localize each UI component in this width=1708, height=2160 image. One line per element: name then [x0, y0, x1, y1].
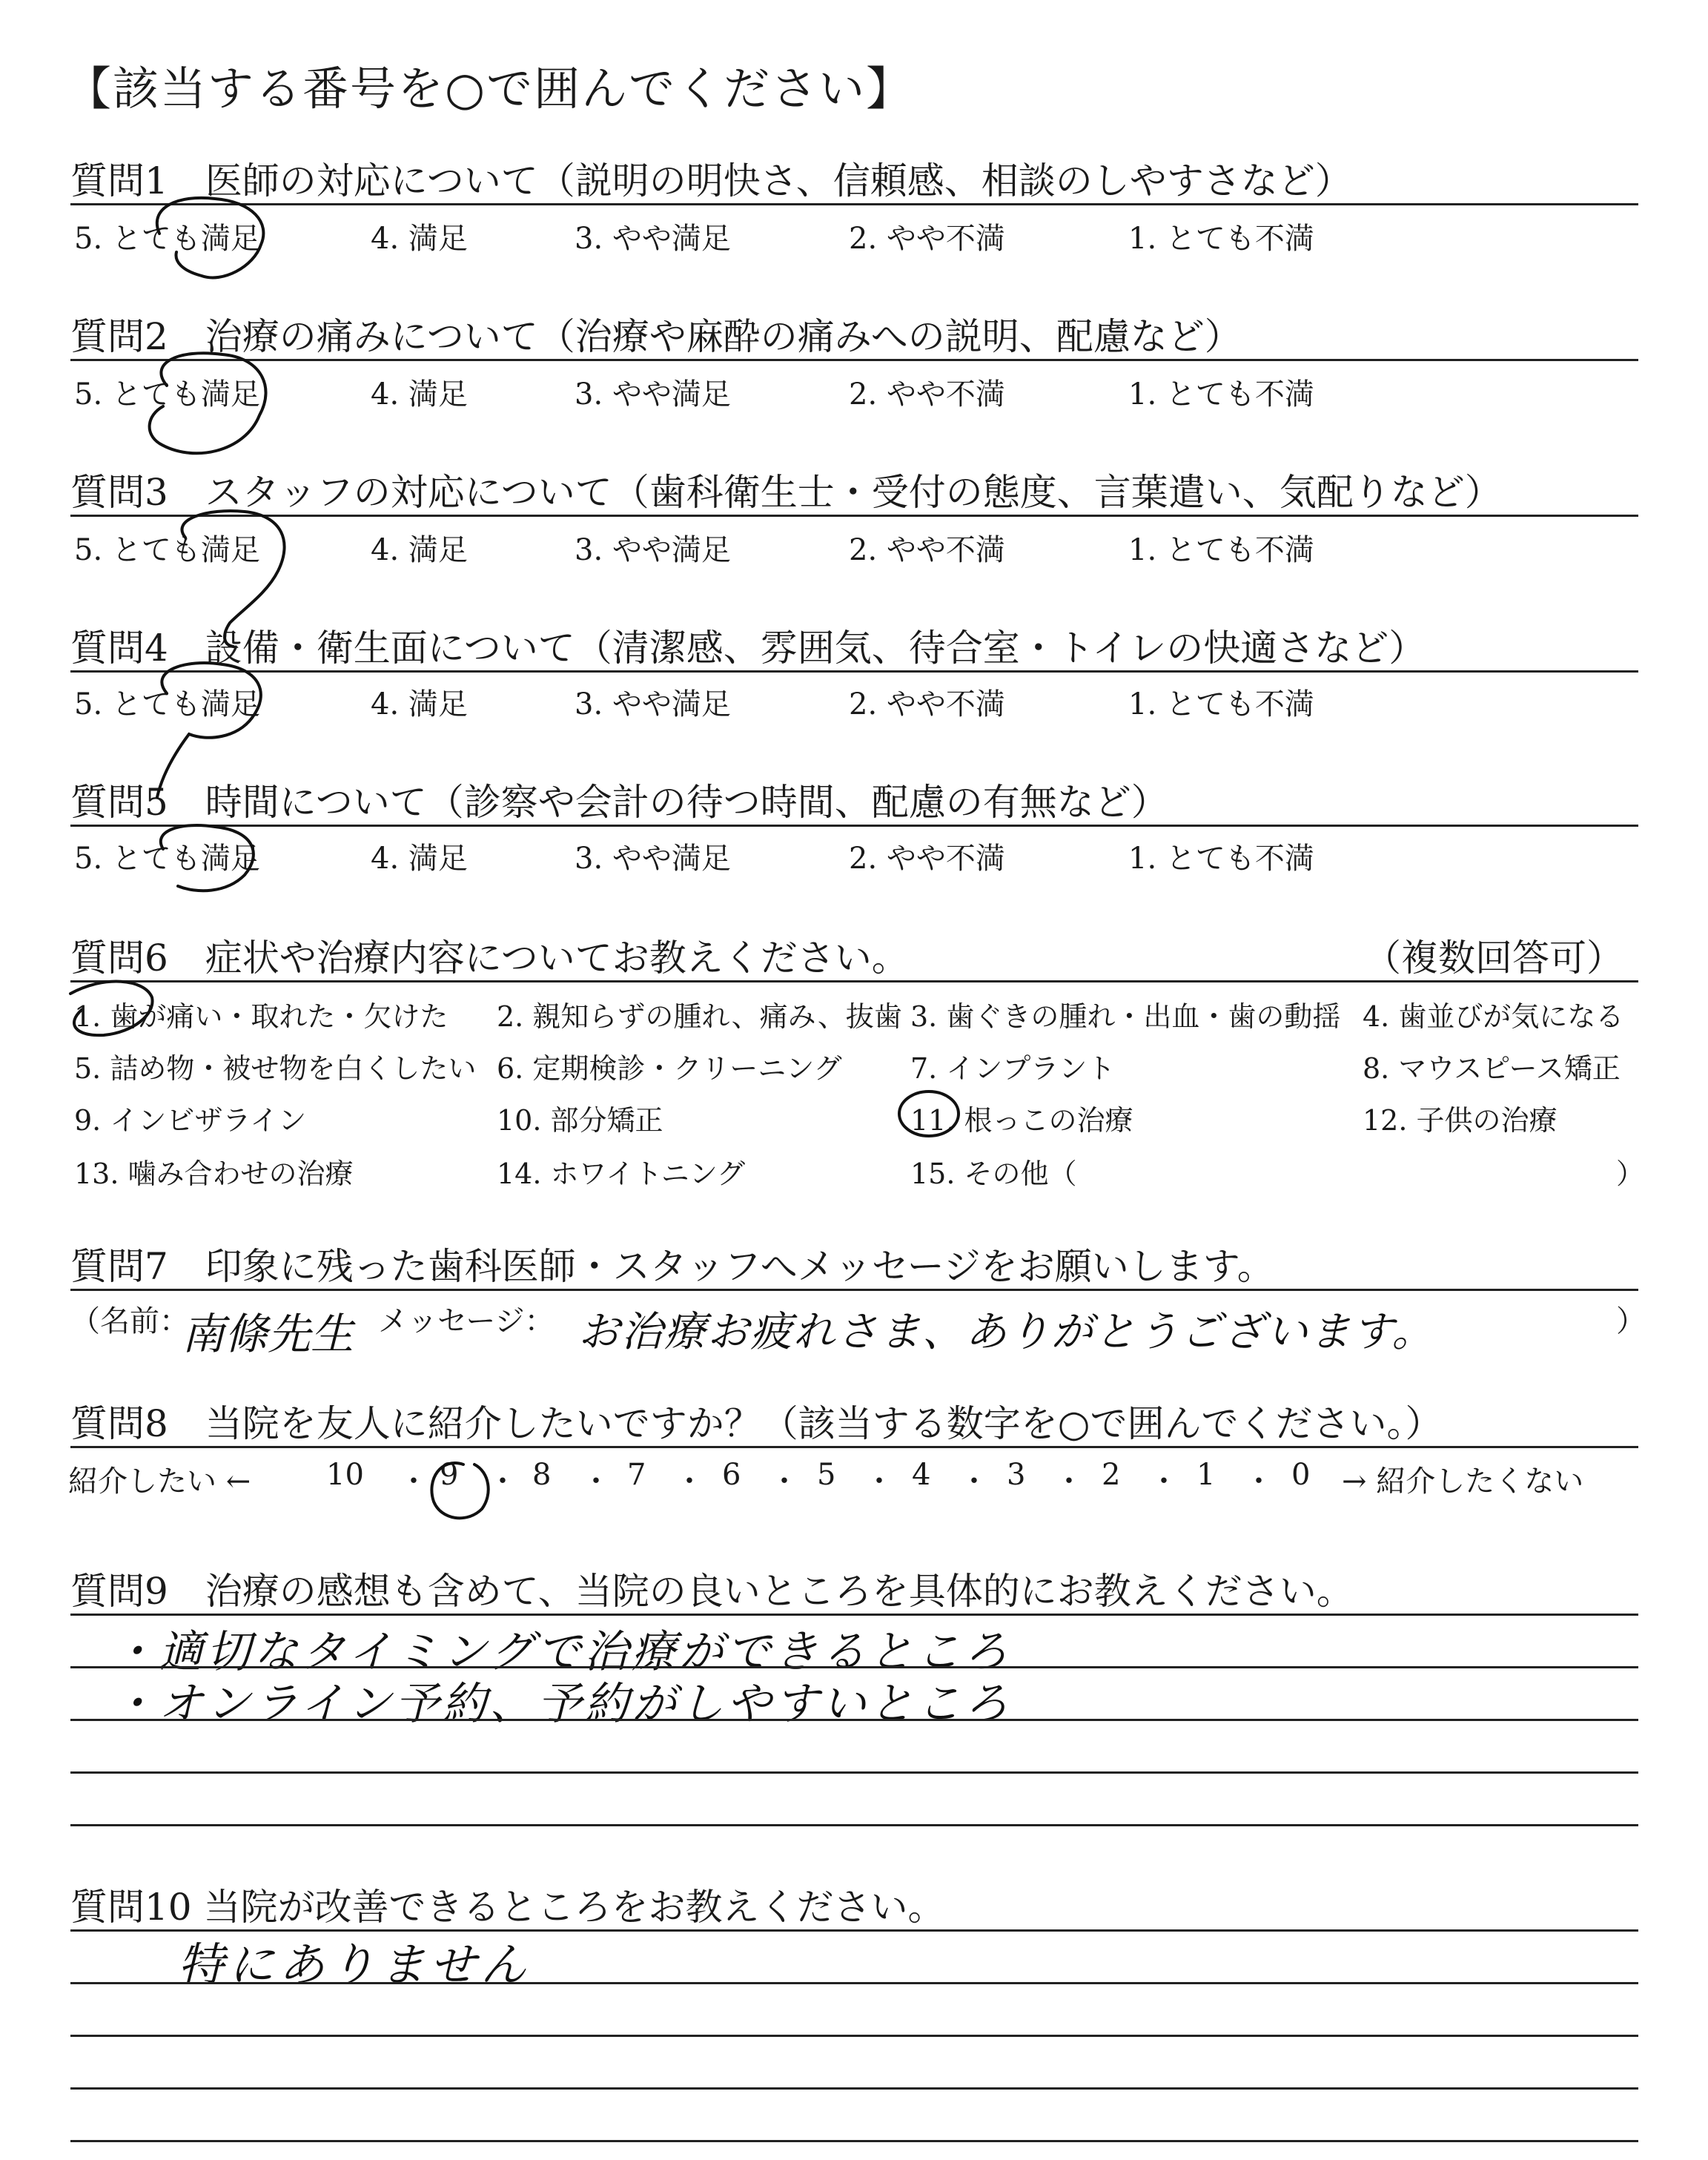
- question-4-rule: [70, 670, 1638, 673]
- q6-item-4[interactable]: 4. 歯並びが気になる: [1363, 1000, 1624, 1033]
- q10-answer-1[interactable]: 特にありません: [178, 1938, 532, 1992]
- q5-option-4[interactable]: 4. 満足: [371, 842, 468, 876]
- q7-name-value[interactable]: 南條先生: [182, 1309, 354, 1359]
- question-2-title: 質問2 治療の痛みについて（治療や麻酔の痛みへの説明、配慮など）: [70, 315, 1242, 358]
- q2-option-5[interactable]: 5. とても満足: [74, 377, 260, 412]
- q8-score-0[interactable]: 0: [1291, 1458, 1311, 1492]
- q9-answer-2[interactable]: ・オンライン予約、予約がしやすいところ: [111, 1678, 1012, 1730]
- q9-line-3: [70, 1719, 1638, 1721]
- q8-left-label: 紹介したい ←: [68, 1464, 251, 1499]
- q4-option-4[interactable]: 4. 満足: [371, 687, 468, 721]
- q6-item-11[interactable]: 11. 根っこの治療: [910, 1104, 1133, 1137]
- q8-score-2[interactable]: 2: [1102, 1458, 1121, 1492]
- q6-item-15-close: ）: [1616, 1157, 1645, 1190]
- q8-separator: ・: [399, 1464, 428, 1499]
- q1-option-4[interactable]: 4. 満足: [371, 222, 468, 256]
- question-3-rule: [70, 515, 1638, 517]
- q6-item-6[interactable]: 6. 定期検診・クリーニング: [497, 1052, 842, 1085]
- q7-message-value[interactable]: お治療お疲れさま、ありがとうございます。: [578, 1308, 1435, 1356]
- q8-separator: ・: [864, 1464, 894, 1499]
- q3-option-3[interactable]: 3. やや満足: [575, 533, 731, 567]
- q1-option-5[interactable]: 5. とても満足: [74, 222, 260, 256]
- q8-separator: ・: [581, 1464, 611, 1499]
- q8-separator: ・: [1054, 1464, 1084, 1499]
- q6-item-9[interactable]: 9. インビザライン: [74, 1104, 307, 1137]
- question-2-rule: [70, 359, 1638, 361]
- q8-separator: ・: [675, 1464, 704, 1499]
- question-4-title: 質問4 設備・衛生面について（清潔感、雰囲気、待合室・トイレの快適さなど）: [70, 627, 1426, 670]
- question-7-title: 質問7 印象に残った歯科医師・スタッフへメッセージをお願いします。: [70, 1245, 1274, 1288]
- q1-option-2[interactable]: 2. やや不満: [849, 222, 1005, 256]
- q8-separator: ・: [1244, 1464, 1274, 1499]
- q6-item-3[interactable]: 3. 歯ぐきの腫れ・出血・歯の動揺: [910, 1000, 1341, 1033]
- q1-option-1[interactable]: 1. とても不満: [1128, 222, 1314, 256]
- q8-score-7[interactable]: 7: [627, 1458, 646, 1492]
- q2-option-1[interactable]: 1. とても不満: [1128, 377, 1314, 412]
- q8-score-1[interactable]: 1: [1196, 1458, 1216, 1492]
- question-5-title: 質問5 時間について（診察や会計の待つ時間、配慮の有無など）: [70, 781, 1168, 824]
- q8-score-10[interactable]: 10: [326, 1458, 364, 1492]
- q6-item-15[interactable]: 15. その他（: [910, 1157, 1077, 1190]
- q9-line-4: [70, 1771, 1638, 1774]
- q3-option-5[interactable]: 5. とても満足: [74, 533, 260, 567]
- q5-option-1[interactable]: 1. とても不満: [1128, 842, 1314, 876]
- q6-item-5[interactable]: 5. 詰め物・被せ物を白くしたい: [74, 1052, 477, 1085]
- question-6-title: 質問6 症状や治療内容についてお教えください。: [70, 937, 909, 980]
- q8-score-8[interactable]: 8: [532, 1458, 552, 1492]
- question-8-title: 質問8 当院を友人に紹介したいですか？（該当する数字を○で囲んでください。）: [70, 1402, 1443, 1445]
- q1-option-3[interactable]: 3. やや満足: [575, 222, 731, 256]
- question-1-rule: [70, 203, 1638, 205]
- q7-close-paren: ）: [1616, 1304, 1646, 1338]
- q5-option-3[interactable]: 3. やや満足: [575, 842, 731, 876]
- question-6-note: （複数回答可）: [1364, 937, 1623, 980]
- question-10-title: 質問10 当院が改善できるところをお教えください。: [70, 1886, 945, 1929]
- q8-separator: ・: [959, 1464, 989, 1499]
- q10-line-2: [70, 1982, 1638, 1984]
- q4-option-1[interactable]: 1. とても不満: [1128, 687, 1314, 721]
- q8-score-3[interactable]: 3: [1007, 1458, 1026, 1492]
- q2-option-4[interactable]: 4. 満足: [371, 377, 468, 412]
- q8-score-6[interactable]: 6: [722, 1458, 741, 1492]
- q6-item-2[interactable]: 2. 親知らずの腫れ、痛み、抜歯: [497, 1000, 902, 1033]
- q6-item-1[interactable]: 1. 歯が痛い・取れた・欠けた: [74, 1000, 448, 1033]
- question-9-title: 質問9 治療の感想も含めて、当院の良いところを具体的にお教えください。: [70, 1570, 1354, 1613]
- q6-item-8[interactable]: 8. マウスピース矯正: [1363, 1052, 1621, 1085]
- q3-option-2[interactable]: 2. やや不満: [849, 533, 1005, 567]
- q10-line-5: [70, 2140, 1638, 2142]
- q6-item-10[interactable]: 10. 部分矯正: [497, 1104, 663, 1137]
- q6-item-12[interactable]: 12. 子供の治療: [1363, 1104, 1558, 1137]
- q8-separator: ・: [1149, 1464, 1179, 1499]
- q6-item-13[interactable]: 13. 噛み合わせの治療: [74, 1157, 354, 1190]
- q6-item-14[interactable]: 14. ホワイトニング: [497, 1157, 746, 1190]
- q8-right-label: → 紹介したくない: [1342, 1464, 1584, 1499]
- q9-line-5: [70, 1824, 1638, 1826]
- question-8-rule: [70, 1446, 1638, 1448]
- q8-separator: ・: [769, 1464, 799, 1499]
- q3-option-1[interactable]: 1. とても不満: [1128, 533, 1314, 567]
- q8-score-5[interactable]: 5: [817, 1458, 836, 1492]
- question-1-title: 質問1 医師の対応について（説明の明快さ、信頼感、相談のしやすさなど）: [70, 159, 1352, 202]
- q10-line-3: [70, 2035, 1638, 2037]
- q7-name-label: （名前：: [70, 1304, 189, 1338]
- q8-separator: ・: [488, 1464, 517, 1499]
- q5-option-5[interactable]: 5. とても満足: [74, 842, 260, 876]
- q10-line-4: [70, 2087, 1638, 2090]
- q4-option-2[interactable]: 2. やや不満: [849, 687, 1005, 721]
- q7-message-label: メッセージ：: [378, 1304, 555, 1338]
- q2-option-3[interactable]: 3. やや満足: [575, 377, 731, 412]
- q3-option-4[interactable]: 4. 満足: [371, 533, 468, 567]
- page-title: 【該当する番号を○で囲んでください】: [65, 62, 914, 116]
- q4-option-3[interactable]: 3. やや満足: [575, 687, 731, 721]
- q4-option-5[interactable]: 5. とても満足: [74, 687, 260, 721]
- q5-option-2[interactable]: 2. やや不満: [849, 842, 1005, 876]
- question-7-rule: [70, 1289, 1638, 1291]
- question-6-rule: [70, 980, 1638, 982]
- q8-score-9[interactable]: 9: [440, 1458, 459, 1492]
- question-3-title: 質問3 スタッフの対応について（歯科衛生士・受付の態度、言葉遣い、気配りなど）: [70, 471, 1502, 514]
- q6-item-7[interactable]: 7. インプラント: [910, 1052, 1116, 1085]
- question-5-rule: [70, 825, 1638, 827]
- q9-answer-1[interactable]: ・適切なタイミングで治療ができるところ: [111, 1626, 1011, 1678]
- q8-score-4[interactable]: 4: [912, 1458, 931, 1492]
- q2-option-2[interactable]: 2. やや不満: [849, 377, 1005, 412]
- q9-line-1: [70, 1614, 1638, 1616]
